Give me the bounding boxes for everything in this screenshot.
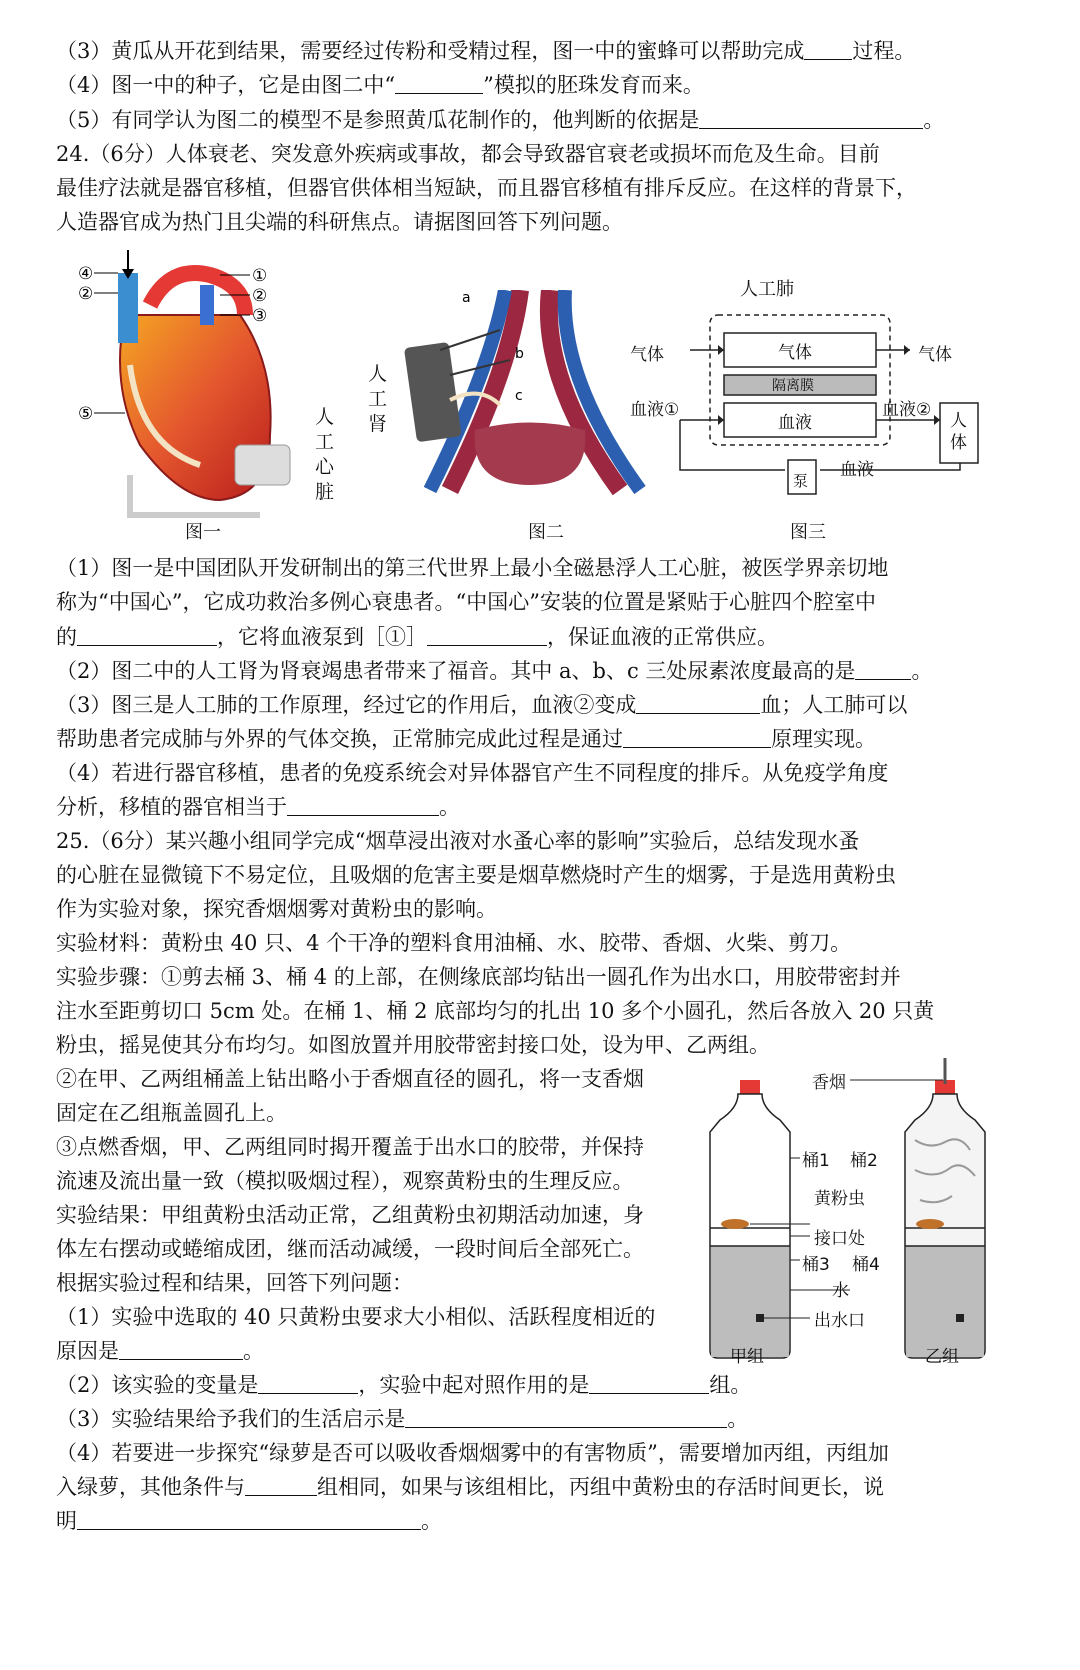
figure-bottles (700, 1050, 1020, 1370)
q24-intro-2: 最佳疗法就是器官移植，但器官供体相当短缺，而且器官移植有排斥反应。在这样的背景下， (56, 176, 917, 200)
heart-mark-2b: ② (252, 286, 268, 306)
figure-3-lung (630, 275, 1040, 520)
q25-2: （2）该实验的变量是 ，实验中起对照作用的是 组。 (56, 1373, 752, 1397)
lung-membrane: 隔离膜 (772, 378, 814, 394)
q25-steps-7: 流速及流出量一致（模拟吸烟过程），观察黄粉虫的生理反应。 (56, 1169, 634, 1193)
artificial-heart-label: 人工心脏 (315, 406, 335, 503)
q24-4b: 分析，移植的器官相当于 。 (56, 795, 460, 819)
q25-1b: 原因是 。 (56, 1339, 264, 1363)
q24-4a: （4）若进行器官移植，患者的免疫系统会对异体器官产生不同程度的排斥。从免疫学角度 (56, 761, 889, 785)
q24-1a: （1）图一是中国团队开发研制出的第三代世界上最小全磁悬浮人工心脏，被医学界亲切地 (56, 556, 889, 580)
outlet-label: 出水口 (814, 1311, 865, 1331)
q24-2: （2）图二中的人工肾为肾衰竭患者带来了福音。其中 a、b、c 三处尿素浓度最高的是 。 (56, 659, 933, 683)
cigarette-label: 香烟 (812, 1073, 846, 1093)
q25-steps-3: 粉虫，摇晃使其分布均匀。如图放置并用胶带密封接口处，设为甲、乙两组。 (56, 1033, 770, 1057)
q24-1c: 的 ，它将血液泵到［①］ ，保证血液的正常供应。 (56, 625, 778, 649)
lung-blood-box: 血液 (778, 413, 812, 433)
bucket1-label: 桶1 (802, 1151, 830, 1171)
heart-mark-1: ① (252, 266, 268, 286)
lung-gas-in: 气体 (630, 345, 664, 365)
kidney-label-b: b (515, 346, 524, 362)
q25-result-1: 实验结果：甲组黄粉虫活动正常，乙组黄粉虫初期活动加速，身 (56, 1203, 644, 1227)
q25-materials: 实验材料：黄粉虫 40 只、4 个干净的塑料食用油桶、水、胶带、香烟、火柴、剪刀。 (56, 931, 852, 955)
q25-result-2: 体左右摆动或蜷缩成团，继而活动减缓，一段时间后全部死亡。 (56, 1237, 644, 1261)
lung-blood-return: 血液 (840, 460, 874, 480)
q23-4: （4）图一中的种子，它是由图二中“ ”模拟的胚珠发育而来。 (56, 73, 704, 97)
q25-steps-6: ③点燃香烟，甲、乙两组同时揭开覆盖于出水口的胶带，并保持 (56, 1135, 644, 1159)
figure-1-caption: 图一 (185, 522, 221, 543)
q24-3a: （3）图三是人工肺的工作原理，经过它的作用后，血液②变成 血；人工肺可以 (56, 693, 908, 717)
lung-blood-out: 血液② (882, 400, 932, 420)
group-b-label: 乙组 (925, 1347, 959, 1367)
q25-4c: 明 。 (56, 1509, 442, 1533)
lung-body: 人体 (950, 411, 967, 453)
q25-4b: 入绿萝，其他条件与 组相同，如果与该组相比，丙组中黄粉虫的存活时间更长，说 (56, 1475, 884, 1499)
q25-1a: （1）实验中选取的 40 只黄粉虫要求大小相似、活跃程度相近的 (56, 1305, 656, 1329)
figure-2-kidney (390, 290, 650, 510)
lung-pump: 泵 (793, 472, 809, 490)
bucket4-label: 桶4 (852, 1255, 880, 1275)
group-a-label: 甲组 (730, 1347, 764, 1367)
lung-title: 人工肺 (740, 279, 794, 300)
q25-prompt: 根据实验过程和结果，回答下列问题： (56, 1271, 413, 1295)
q24-intro-3: 人造器官成为热门且尖端的科研焦点。请据图回答下列问题。 (56, 210, 623, 234)
heart-mark-3: ③ (252, 306, 268, 326)
water-label: 水 (832, 1281, 849, 1301)
lung-gas-out: 气体 (918, 345, 952, 365)
kidney-label-c: c (515, 388, 523, 404)
q23-5: （5）有同学认为图二的模型不是参照黄瓜花制作的，他判断的依据是 。 (56, 108, 945, 132)
q25-steps-4: ②在甲、乙两组桶盖上钻出略小于香烟直径的圆孔，将一支香烟 (56, 1067, 644, 1091)
joint-label: 接口处 (814, 1229, 865, 1249)
figure-2-caption: 图二 (528, 522, 564, 543)
figure-3-caption: 图三 (790, 522, 826, 543)
figure-1-heart (70, 245, 350, 545)
bucket3-label: 桶3 (802, 1255, 830, 1275)
q23-3: （3）黄瓜从开花到结果，需要经过传粉和受精过程，图一中的蜜蜂可以帮助完成 过程。 (56, 39, 916, 63)
q25-intro-3: 作为实验对象，探究香烟烟雾对黄粉虫的影响。 (56, 897, 497, 921)
q24-1b: 称为“中国心”，它成功救治多例心衰患者。“中国心”安装的位置是紧贴于心脏四个腔室中 (56, 590, 876, 614)
q25-steps-5: 固定在乙组瓶盖圆孔上。 (56, 1101, 287, 1125)
heart-mark-4: ④ (78, 264, 94, 284)
q24-3b: 帮助患者完成肺与外界的气体交换，正常肺完成此过程是通过 原理实现。 (56, 727, 876, 751)
lung-blood-in: 血液① (630, 400, 680, 420)
q25-intro-2: 的心脏在显微镜下不易定位，且吸烟的危害主要是烟草燃烧时产生的烟雾，于是选用黄粉虫 (56, 863, 896, 887)
artificial-kidney-label: 人工肾 (368, 363, 388, 435)
heart-mark-5: ⑤ (78, 404, 94, 424)
q25-intro-1: 25.（6分）某兴趣小组同学完成“烟草浸出液对水蚤心率的影响”实验后，总结发现水蚤 (56, 829, 860, 853)
bucket2-label: 桶2 (850, 1151, 878, 1171)
q25-3: （3）实验结果给予我们的生活启示是 。 (56, 1407, 749, 1431)
kidney-label-a: a (462, 290, 471, 306)
q25-4a: （4）若要进一步探究“绿萝是否可以吸收香烟烟雾中的有害物质”，需要增加丙组，丙组加 (56, 1441, 889, 1465)
lung-gas-box: 气体 (778, 343, 812, 363)
q25-steps-1: 实验步骤：①剪去桶 3、桶 4 的上部，在侧缘底部均钻出一圆孔作为出水口，用胶带密封并 (56, 965, 901, 989)
q25-steps-2: 注水至距剪切口 5cm 处。在桶 1、桶 2 底部均匀的扎出 10 多个小圆孔，然后各放入 20 只黄 (56, 999, 935, 1023)
larva-label: 黄粉虫 (814, 1189, 865, 1209)
q24-intro-1: 24.（6分）人体衰老、突发意外疾病或事故，都会导致器官衰老或损坏而危及生命。目前 (56, 142, 880, 166)
heart-mark-2a: ② (78, 284, 94, 304)
